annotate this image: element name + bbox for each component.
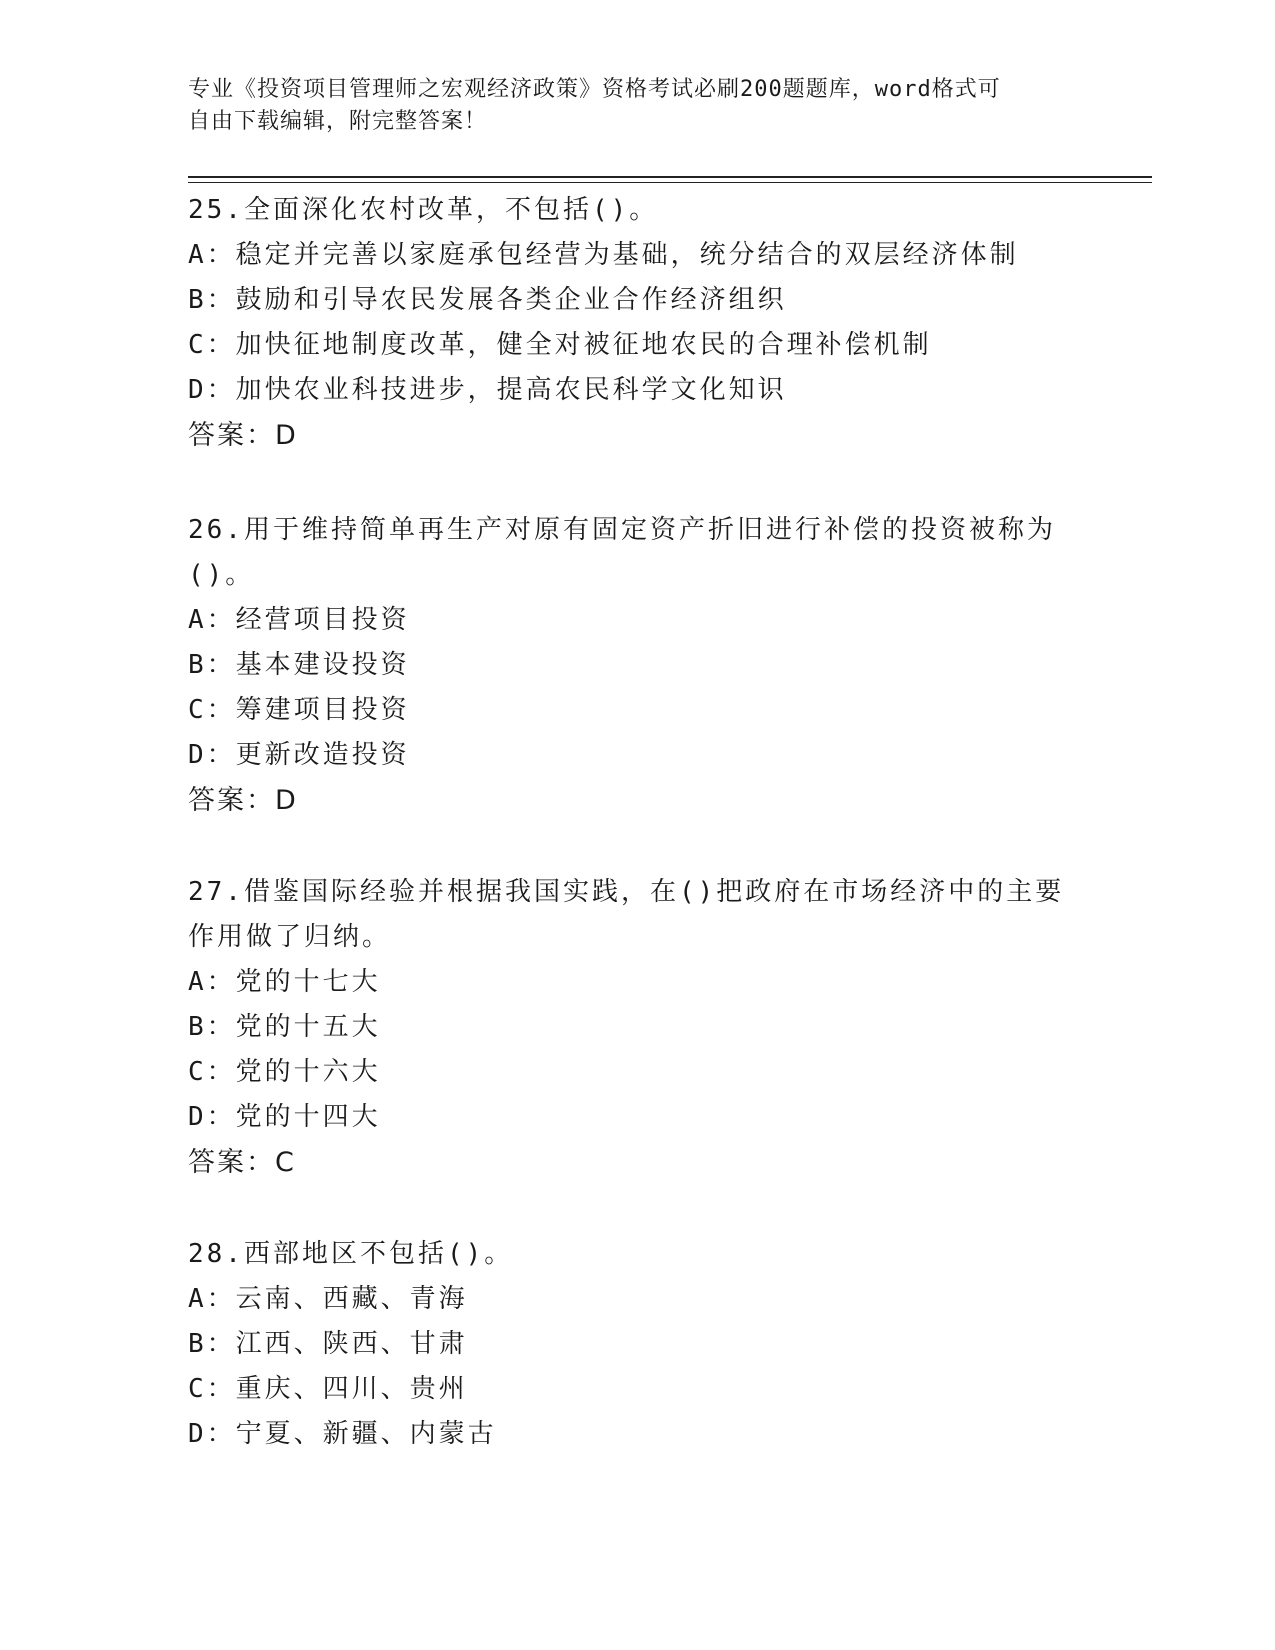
option-a: A：稳定并完善以家庭承包经营为基础，统分结合的双层经济体制	[188, 240, 1019, 270]
question-stem: 25.全面深化农村改革，不包括()。	[188, 195, 659, 225]
question-stem: 27.借鉴国际经验并根据我国实践，在()把政府在市场经济中的主要作用做了归纳。	[188, 877, 1065, 952]
option-d: D：宁夏、新疆、内蒙古	[188, 1419, 497, 1449]
question-25	[188, 188, 1078, 458]
option-c: C：加快征地制度改革，健全对被征地农民的合理补偿机制	[188, 330, 932, 360]
option-d: D：党的十四大	[188, 1102, 381, 1132]
header-line-2: 自由下载编辑，附完整答案！	[188, 109, 488, 134]
answer: 答案：D	[188, 785, 298, 816]
option-a: A：云南、西藏、青海	[188, 1284, 468, 1314]
option-c: C：筹建项目投资	[188, 695, 410, 725]
option-b: B：基本建设投资	[188, 650, 410, 680]
option-c: C：重庆、四川、贵州	[188, 1374, 468, 1404]
option-d: D：更新改造投资	[188, 740, 410, 770]
question-stem: 26.用于维持简单再生产对原有固定资产折旧进行补偿的投资被称为()。	[188, 515, 1056, 590]
option-a: A：党的十七大	[188, 967, 381, 997]
option-c: C：党的十六大	[188, 1057, 381, 1087]
question-stem: 28.西部地区不包括()。	[188, 1239, 514, 1269]
option-b: B：江西、陕西、甘肃	[188, 1329, 468, 1359]
option-d: D：加快农业科技进步，提高农民科学文化知识	[188, 375, 787, 405]
answer: 答案：D	[188, 420, 298, 451]
option-b: B：党的十五大	[188, 1012, 381, 1042]
question-26	[188, 508, 1078, 823]
option-b: B：鼓励和引导农民发展各类企业合作经济组织	[188, 285, 787, 315]
question-28	[188, 1232, 1078, 1457]
answer: 答案：C	[188, 1147, 296, 1178]
header-rule-thick	[188, 176, 1152, 178]
question-27	[188, 870, 1078, 1185]
option-a: A：经营项目投资	[188, 605, 410, 635]
header-line-1: 专业《投资项目管理师之宏观经济政策》资格考试必刷200题题库，word格式可	[188, 77, 1001, 102]
header-rule-thin	[188, 182, 1152, 183]
document-header	[188, 74, 1088, 138]
